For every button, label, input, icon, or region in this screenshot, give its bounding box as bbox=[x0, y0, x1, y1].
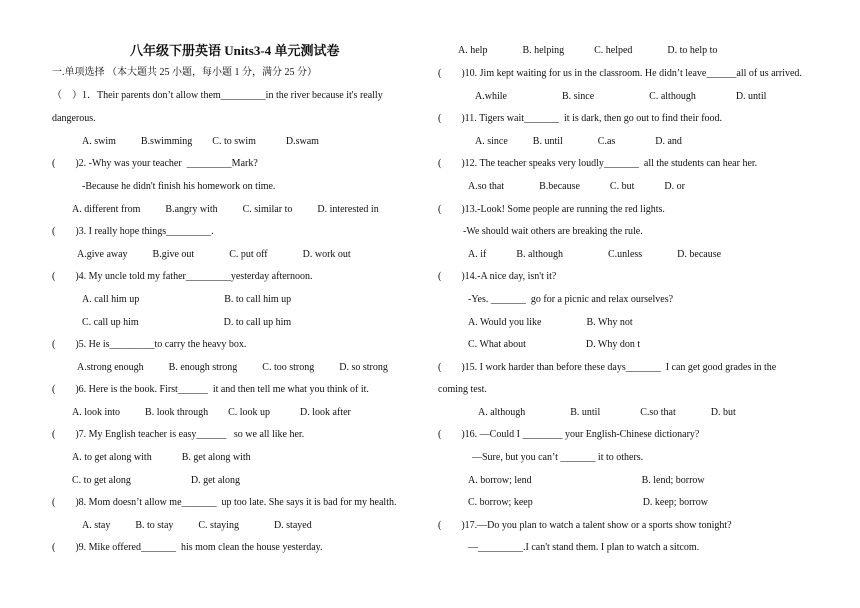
question-16-options-cd: C. borrow; keep D. keep; borrow bbox=[468, 497, 708, 508]
question-12: ( )12. The teacher speaks very loudly_______ all the students can hear her. bbox=[438, 158, 758, 169]
question-14-options-ab: A. Would you like B. Why not bbox=[468, 317, 633, 328]
question-13-response: -We should wait others are breaking the rule. bbox=[463, 226, 643, 237]
question-13: ( )13.-Look! Some people are running the red lights. bbox=[438, 204, 665, 215]
right-column bbox=[430, 0, 860, 608]
question-7-options-ab: A. to get along with B. get along with bbox=[72, 452, 251, 463]
question-4-options-cd: C. call up him D. to call up him bbox=[82, 317, 292, 328]
question-14: ( )14.-A nice day, isn't it? bbox=[438, 271, 557, 282]
question-4: ( )4. My uncle told my father_________yesterday afternoon. bbox=[52, 271, 313, 282]
question-2-options: A. different from B.angry with C. similar to D. interested in bbox=[72, 204, 379, 215]
question-2: ( )2. -Why was your teacher _________Mark? bbox=[52, 158, 258, 169]
question-16-response: —Sure, but you can’t _______ it to others. bbox=[472, 452, 644, 463]
question-17: ( )17.—Do you plan to watch a talent show or a sports show tonight? bbox=[438, 520, 732, 531]
question-7-options-cd: C. to get along D. get along bbox=[72, 475, 241, 486]
question-2-response: -Because he didn't finish his homework on time. bbox=[82, 181, 276, 192]
question-6-options: A. look into B. look through C. look up D. look after bbox=[72, 407, 351, 418]
question-14-options-cd: C. What about D. Why don t bbox=[468, 339, 641, 350]
question-10-options: A.while B. since C. although D. until bbox=[475, 91, 767, 102]
question-12-options: A.so that B.because C. but D. or bbox=[468, 181, 685, 192]
question-3-options: A.give away B.give out C. put off D. work out bbox=[77, 249, 351, 260]
question-7: ( )7. My English teacher is easy______ so we all like her. bbox=[52, 429, 305, 440]
question-8-options: A. stay B. to stay C. staying D. stayed bbox=[82, 520, 312, 531]
question-11: ( )11. Tigers wait_______ it is dark, then go out to find their food. bbox=[438, 113, 723, 124]
question-16-options-ab: A. borrow; lend B. lend; borrow bbox=[468, 475, 705, 486]
question-14-response: -Yes. _______ go for a picnic and relax ourselves? bbox=[468, 294, 674, 305]
question-8: ( )8. Mom doesn’t allow me_______ up too late. She says it is bad for my health. bbox=[52, 497, 397, 508]
section-header: 一.单项选择 （本大题共 25 小题，每小题 1 分，满分 25 分） bbox=[52, 67, 317, 78]
question-15-options: A. although B. until C.so that D. but bbox=[478, 407, 736, 418]
question-3: ( )3. I really hope things_________. bbox=[52, 226, 214, 237]
question-5: ( )5. He is_________to carry the heavy box. bbox=[52, 339, 247, 350]
question-15-continued: coming test. bbox=[438, 384, 487, 395]
question-1-options: A. swim B.swimming C. to swim D.swam bbox=[82, 136, 319, 147]
question-9-options: A. help B. helping C. helped D. to help to bbox=[458, 45, 718, 56]
question-11-options: A. since B. until C.as D. and bbox=[475, 136, 682, 147]
question-15: ( )15. I work harder than before these days_______ I can get good grades in the bbox=[438, 362, 777, 373]
page-title: 八年级下册英语 Units3-4 单元测试卷 bbox=[130, 43, 340, 58]
question-13-options: A. if B. although C.unless D. because bbox=[468, 249, 722, 260]
question-1-continued: dangerous. bbox=[52, 113, 96, 124]
question-10: ( )10. Jim kept waiting for us in the classroom. He didn’t leave______all of us arrived. bbox=[438, 68, 802, 79]
question-1: （ ）1．Their parents don’t allow them_________in the river because it's really bbox=[52, 90, 383, 101]
question-6: ( )6. Here is the book. First______ it and then tell me what you think of it. bbox=[52, 384, 369, 395]
question-9: ( )9. Mike offered_______ his mom clean the house yesterday. bbox=[52, 542, 323, 553]
question-4-options-ab: A. call him up B. to call him up bbox=[82, 294, 292, 305]
question-17-response: —_________.I can't stand them. I plan to watch a sitcom. bbox=[468, 542, 700, 553]
question-5-options: A.strong enough B. enough strong C. too strong D. so strong bbox=[77, 362, 388, 373]
question-16: ( )16. —Could I ________ your English-Chinese dictionary? bbox=[438, 429, 700, 440]
